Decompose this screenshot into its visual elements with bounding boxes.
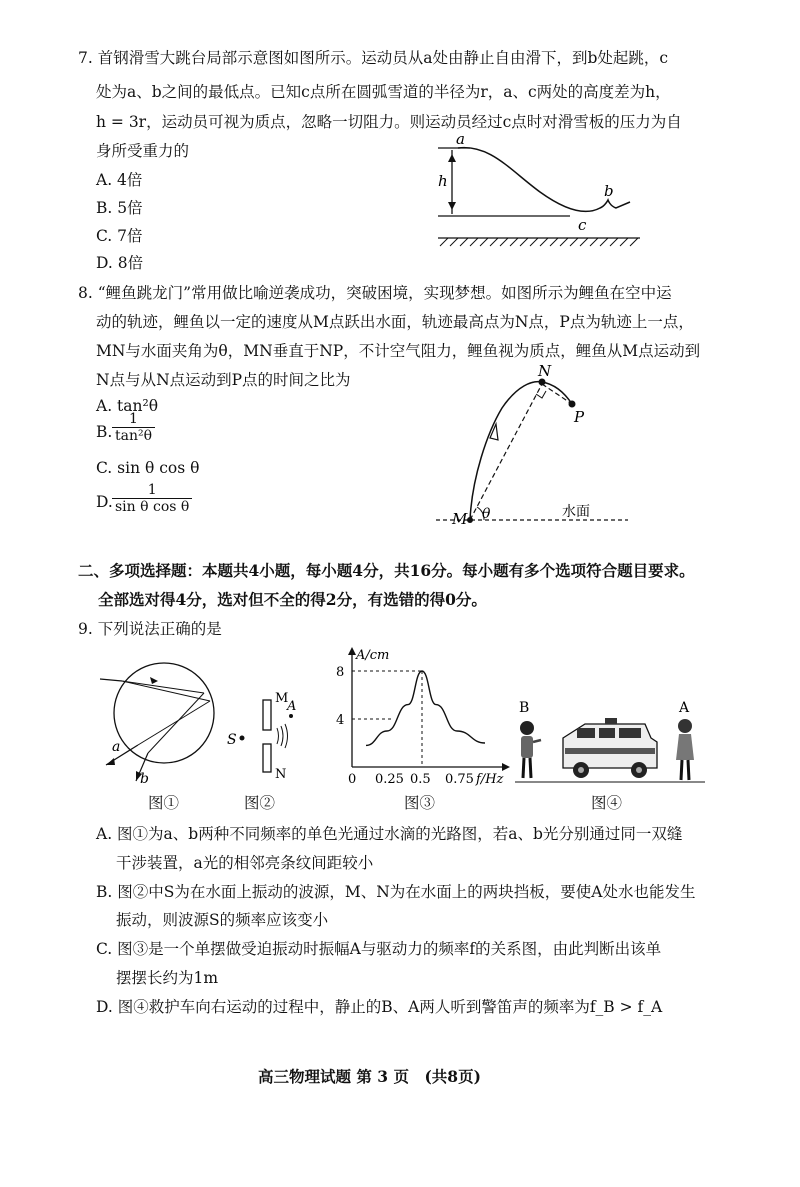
q9-fig1-caption: 图① — [148, 794, 180, 812]
q9-fig4-caption: 图④ — [591, 794, 623, 812]
q7-option-a[interactable]: A. 4倍 — [96, 171, 143, 189]
q9-fig2-label-n: N — [275, 767, 287, 782]
q9-fig2-wave-barriers — [225, 686, 305, 786]
section2-instruction: 全部选对得4分，选对但不全的得2分，有选错的得0分。 — [98, 590, 487, 609]
q8-option-a[interactable]: A. tan²θ — [96, 397, 159, 415]
q8-line1: 8. “鲤鱼跳龙门”常用做比喻逆袭成功，突破困境，实现梦想。如图所示为鲤鱼在空中运 — [78, 284, 672, 302]
chart-x-tick-2: 0.5 — [410, 772, 431, 787]
q8-option-d[interactable]: D. — [96, 493, 113, 511]
q9-fig2-label-s: S — [227, 732, 237, 748]
q8-label-p: P — [574, 408, 585, 426]
q8-option-d-denominator: sin θ cos θ — [115, 499, 190, 515]
q8-option-b-numerator: 1 — [112, 411, 155, 428]
q7-line1: 7. 首钢滑雪大跳台局部示意图如图所示。运动员从a处由静止自由滑下，到b处起跳，c — [78, 49, 669, 67]
chart-x-tick-1: 0.25 — [375, 772, 404, 787]
q7-label-a: a — [456, 130, 465, 148]
q9-option-b-line1[interactable]: B. 图②中S为在水面上振动的波源，M、N为在水面上的两块挡板，要使A处水也能发生 — [96, 883, 696, 901]
q7-ski-jump-figure — [430, 130, 650, 255]
q7-label-h: h — [438, 172, 448, 190]
chart-x-tick-0: 0 — [348, 772, 357, 787]
q7-option-b[interactable]: B. 5倍 — [96, 199, 143, 217]
q7-label-b: b — [604, 182, 614, 200]
q8-line3: MN与水面夹角为θ，MN垂直于NP，不计空气阻力，鲤鱼视为质点，鲤鱼从M点运动到 — [96, 342, 701, 360]
chart-x-axis-arrow — [502, 763, 510, 771]
q9-option-a-line2: 干涉装置，a光的相邻亮条纹间距较小 — [116, 854, 374, 872]
chart-x-tick-3: 0.75 — [445, 772, 474, 787]
q8-option-d-fraction — [112, 482, 192, 515]
q9-fig3-caption: 图③ — [404, 794, 436, 812]
chart-y-tick-1: 4 — [336, 713, 345, 728]
q7-line4: 身所受重力的 — [96, 142, 190, 160]
q9-fig1-label-b: b — [140, 771, 149, 787]
q7-option-d[interactable]: D. 8倍 — [96, 254, 144, 272]
q9-fig2-caption: 图② — [244, 794, 276, 812]
q8-label-theta: θ — [482, 506, 491, 522]
q8-line4: N点与从N点运动到P点的时间之比为 — [96, 371, 351, 389]
chart-resonance-curve — [366, 671, 485, 745]
section2-heading: 二、多项选择题：本题共4小题，每小题4分，共16分。每小题有多个选项符合题目要求。 — [78, 561, 695, 580]
page-footer: 高三物理试题 第 3 页 (共8页) — [258, 1067, 481, 1086]
q9-fig4-ambulance-scene — [515, 696, 705, 788]
q9-fig1-water-droplet — [98, 655, 223, 785]
person-b-icon — [520, 721, 541, 778]
q8-option-c[interactable]: C. sin θ cos θ — [96, 459, 200, 477]
chart-y-tick-0: 8 — [336, 665, 345, 680]
q9-option-b-line2: 振动，则波源S的频率应该变小 — [116, 911, 329, 929]
q7-line2: 处为a、b之间的最低点。已知c点所在圆弧雪道的半径为r，a、c两处的高度差为h， — [96, 83, 671, 101]
q9-fig1-label-a: a — [112, 739, 121, 755]
person-a-icon — [676, 719, 694, 780]
chart-y-axis-arrow — [348, 647, 356, 655]
q9-fig2-label-m: M — [275, 691, 289, 706]
q8-option-d-numerator: 1 — [112, 482, 192, 499]
q7-label-c: c — [578, 216, 587, 234]
chart-y-label: A/cm — [356, 648, 390, 663]
q8-option-b-denominator: tan²θ — [115, 428, 153, 444]
q7-line3: h = 3r，运动员可视为质点，忽略一切阻力。则运动员经过c点时对滑雪板的压力为自 — [96, 113, 682, 131]
ambulance-icon — [563, 718, 657, 778]
q7-option-c[interactable]: C. 7倍 — [96, 227, 143, 245]
q8-option-b-fraction — [112, 411, 155, 444]
q8-line2: 动的轨迹，鲤鱼以一定的速度从M点跃出水面，轨迹最高点为N点，P点为轨迹上一点， — [96, 313, 694, 331]
q9-option-d[interactable]: D. 图④救护车向右运动的过程中，静止的B、A两人听到警笛声的频率为f_B > f_A — [96, 998, 663, 1016]
q9-fig3-resonance-chart — [330, 645, 510, 785]
q9-option-c-line1[interactable]: C. 图③是一个单摆做受迫振动时振幅A与驱动力的频率f的关系图，由此判断出该单 — [96, 940, 662, 958]
q8-carp-trajectory-figure — [432, 362, 632, 533]
q8-label-water: 水面 — [562, 504, 590, 520]
q8-label-n: N — [538, 362, 552, 380]
q8-label-m: M — [452, 510, 468, 528]
chart-x-label: f/Hz — [476, 772, 504, 787]
q9-stem: 9. 下列说法正确的是 — [78, 620, 222, 638]
q9-option-a-line1[interactable]: A. 图①为a、b两种不同频率的单色光通过水滴的光路图，若a、b光分别通过同一双缝 — [96, 825, 683, 843]
q9-fig2-label-a: A — [287, 699, 297, 714]
q9-fig4-label-a: A — [679, 700, 690, 716]
q9-option-c-line2: 摆摆长约为1m — [116, 969, 219, 987]
q9-fig4-label-b: B — [519, 700, 530, 716]
q8-option-b[interactable]: B. — [96, 423, 113, 441]
